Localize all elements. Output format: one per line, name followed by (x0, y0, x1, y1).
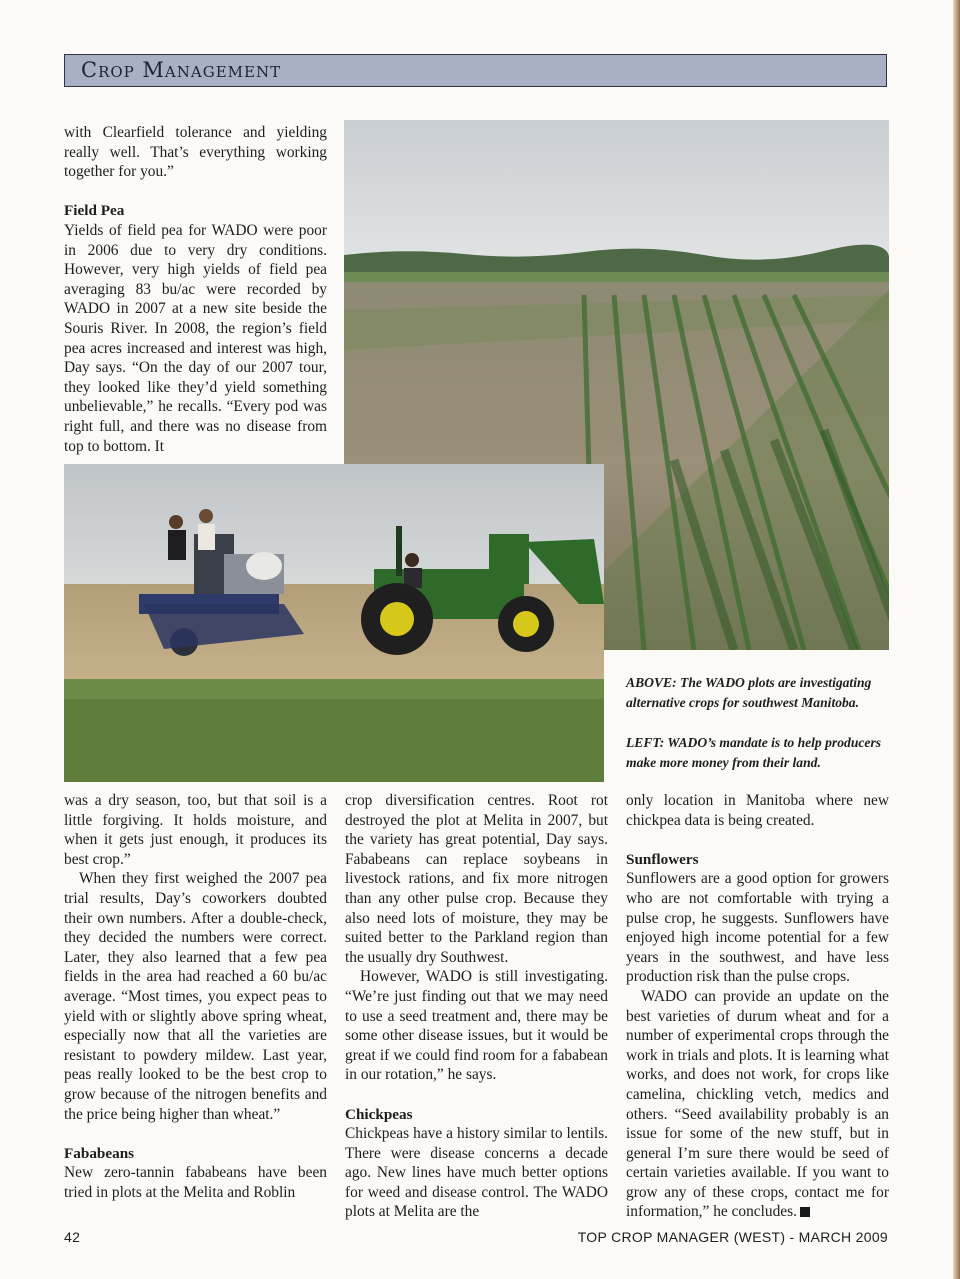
caption-left: LEFT: WADO’s mandate is to help producers make more money from their land. (626, 735, 882, 770)
paragraph: New zero-tannin fababeans have been tried in plots at the Melita and Roblin (64, 1164, 327, 1201)
column-2 (345, 791, 608, 1222)
paragraph: only location in Manitoba where new chickpea data is being created. (626, 792, 889, 829)
paragraph: However, WADO is still investigating. “We’re just finding out that we may need to use a seed treatment and, there may be some other disease issues, but it would be great if we could find room for a fababean in our rotation,” he says. (345, 968, 608, 1084)
paragraph: Sunflowers are a good option for growers who are not comfortable with trying a pulse crop, he suggests. Sunflowers have enjoyed high income potential for a few years in the southwest, and have less production risk than the pulse crops. (626, 870, 889, 986)
subheading-chickpeas: Chickpeas (345, 1105, 413, 1123)
paragraph: Chickpeas have a history similar to lentils. There were disease concerns a decade ago. New lines have much better options for weed and disease control. The WADO plots at Melita are the (345, 1125, 608, 1221)
paragraph: was a dry season, too, but that soil is a little forgiving. It holds moisture, and when it gets just enough, it produces its best crop.” (64, 792, 327, 868)
subheading-sunflowers: Sunflowers (626, 850, 699, 868)
subheading-fababeans: Fababeans (64, 1144, 135, 1162)
column-top-left (64, 123, 327, 456)
end-of-article-square-icon (800, 1207, 810, 1217)
paragraph: crop diversification centres. Root rot destroyed the plot at Melita in 2007, but the variety has great potential, Day says. Fababeans can replace soybeans in livestock rations, and fix more nitrogen than any other pulse crop. Because they also need lots of moisture, they may be suited better to the Parkland region than the usually dry Southwest. (345, 792, 608, 966)
paragraph: When they first weighed the 2007 pea trial results, Day’s coworkers doubted their own numbers. After a double-check, they decided the numbers were correct. Later, they also learned that a few pea fields in the area had reached a 60 bu/ac average. “Most times, you expect peas to yield with or slightly above spring wheat, especially now that all the varieties are resistant to powdery mildew. Last year, peas really looked to be the best crop to grow because of the nitrogen benefits and the price being higher than wheat.” (64, 870, 327, 1123)
caption-above: ABOVE: The WADO plots are investigating alternative crops for southwest Manitoba. (626, 675, 872, 710)
page-edge (953, 0, 960, 1279)
paragraph: with Clearfield tolerance and yielding really well. That’s everything working together for you.” (64, 124, 327, 181)
paragraph: Yields of field pea for WADO were poor in 2006 due to very dry conditions. However, very high yields of field pea averaging 83 bu/ac were recorded by WADO in 2007 at a new site beside the Souris River. In 2008, the region’s field pea acres increased and interest was high, Day says. “On the day of our 2007 tour, they looked like they’d yield something unbelievable,” he recalls. “Every pod was right full, and there was no disease from top to bottom. It (64, 221, 327, 455)
paragraph-final (626, 987, 889, 1222)
paragraph-text: WADO can provide an update on the best varieties of durum wheat and for a number of experimental crops through the work in trials and plots. It is learning what works, and does not work, for crops like camelina, chickling vetch, medics and others. “Seed availability probably is an issue for some of the new stuff, but in general I’m sure there would be seed of certain varieties available. If you want to grow any of these crops, contact me for information,” he concludes. (626, 987, 889, 1221)
page-number: 42 (64, 1229, 81, 1245)
subheading-field-pea: Field Pea (64, 202, 125, 220)
section-title: Crop Management (81, 58, 282, 82)
photo-tractor-seeder (64, 464, 604, 782)
column-1 (64, 791, 327, 1202)
publication-footer: TOP CROP MANAGER (WEST) - MARCH 2009 (577, 1229, 888, 1245)
section-header (64, 54, 887, 87)
column-3 (626, 791, 889, 1222)
